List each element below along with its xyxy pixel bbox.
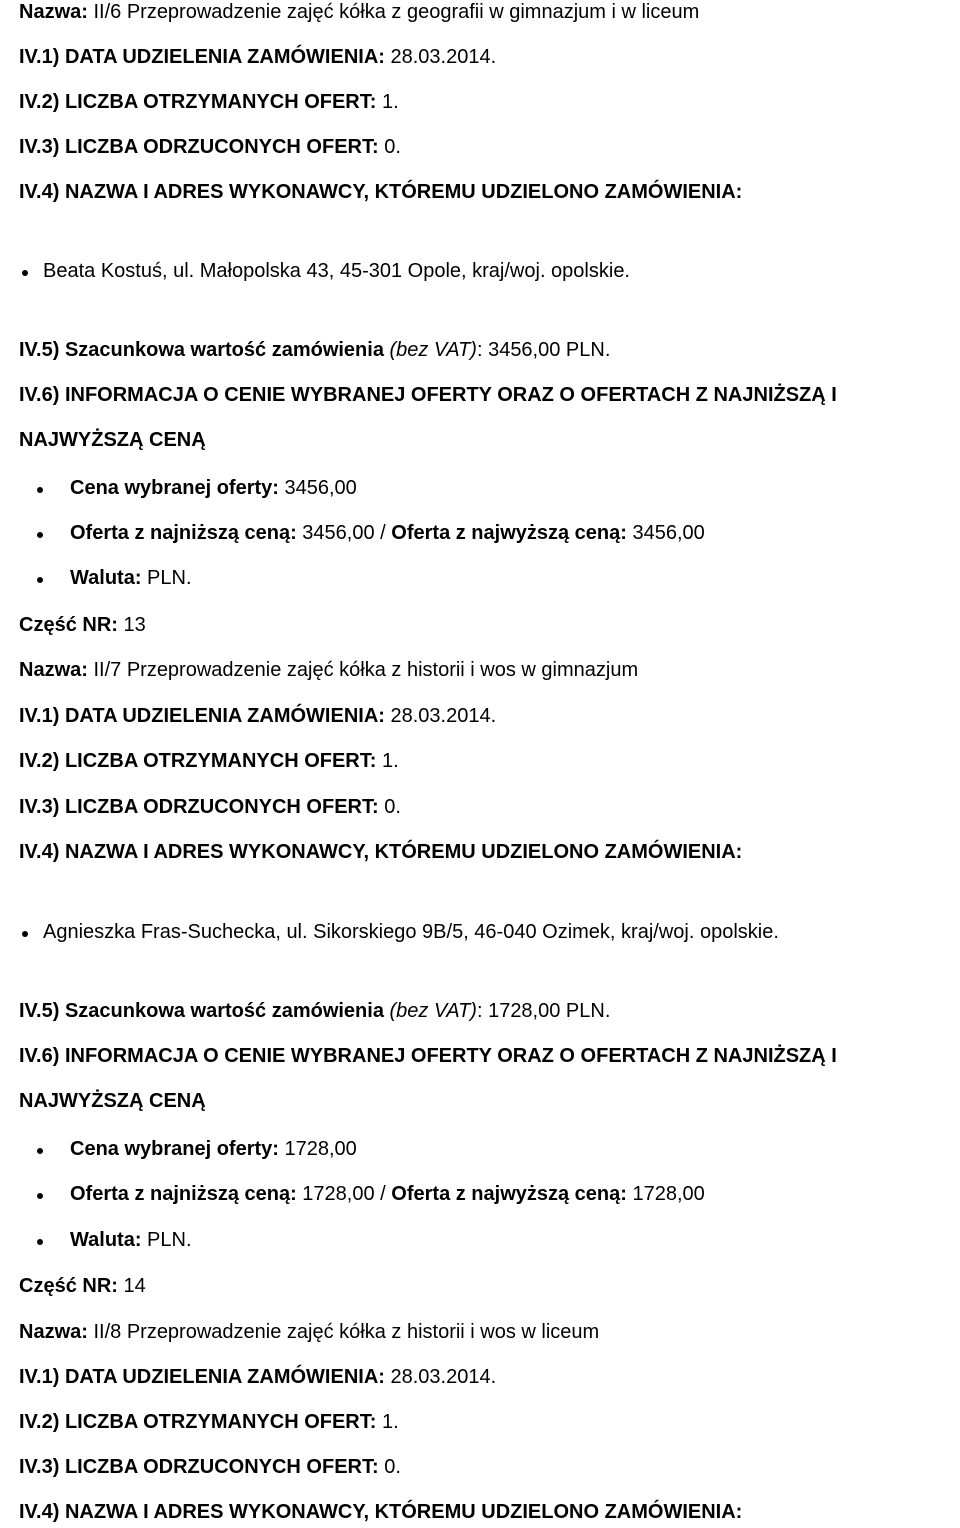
section-14-data-udzielenia: IV.1) DATA UDZIELENIA ZAMÓWIENIA: 28.03.2014. bbox=[19, 1366, 497, 1388]
bullet-icon bbox=[37, 487, 43, 493]
section-14-czesc-nr: Część NR: 14 bbox=[19, 1275, 146, 1297]
section-13-oferty-min-max: Oferta z najniższą ceną: 1728,00 / Oferta z najwyższą ceną: 1728,00 bbox=[70, 1183, 705, 1205]
section-13-data-udzielenia: IV.1) DATA UDZIELENIA ZAMÓWIENIA: 28.03.2014. bbox=[19, 705, 497, 727]
section-14-wykonawca-heading: IV.4) NAZWA I ADRES WYKONAWCY, KTÓREMU UDZIELONO ZAMÓWIENIA: bbox=[19, 1501, 743, 1523]
section-13-cena-wybranej: Cena wybranej oferty: 1728,00 bbox=[70, 1138, 357, 1160]
bullet-icon bbox=[37, 532, 43, 538]
section-12-nazwa: Nazwa: II/6 Przeprowadzenie zajęć kółka z geografii w gimnazjum i w liceum bbox=[19, 1, 700, 23]
section-12-oferty-min-max: Oferta z najniższą ceną: 3456,00 / Oferta z najwyższą ceną: 3456,00 bbox=[70, 522, 705, 544]
section-12-data-udzielenia: IV.1) DATA UDZIELENIA ZAMÓWIENIA: 28.03.2014. bbox=[19, 46, 497, 68]
section-13-nazwa: Nazwa: II/7 Przeprowadzenie zajęć kółka z historii i wos w gimnazjum bbox=[19, 659, 639, 681]
section-12-wykonawca-heading: IV.4) NAZWA I ADRES WYKONAWCY, KTÓREMU UDZIELONO ZAMÓWIENIA: bbox=[19, 181, 743, 203]
section-13-info-heading-2: NAJWYŻSZĄ CENĄ bbox=[19, 1090, 206, 1112]
bullet-icon bbox=[37, 577, 43, 583]
section-12-waluta: Waluta: PLN. bbox=[70, 567, 192, 589]
section-14-liczba-ofert: IV.2) LICZBA OTRZYMANYCH OFERT: 1. bbox=[19, 1411, 399, 1433]
section-12-info-heading-1: IV.6) INFORMACJA O CENIE WYBRANEJ OFERTY ORAZ O OFERTACH Z NAJNIŻSZĄ I bbox=[19, 384, 837, 406]
bullet-icon bbox=[37, 1239, 43, 1245]
section-12-wartosc: IV.5) Szacunkowa wartość zamówienia (bez VAT): 3456,00 PLN. bbox=[19, 339, 611, 361]
section-13-wykonawca-heading: IV.4) NAZWA I ADRES WYKONAWCY, KTÓREMU UDZIELONO ZAMÓWIENIA: bbox=[19, 841, 743, 863]
section-13-wykonawca-address: Agnieszka Fras-Suchecka, ul. Sikorskiego 9B/5, 46-040 Ozimek, kraj/woj. opolskie. bbox=[43, 921, 779, 943]
section-14-nazwa: Nazwa: II/8 Przeprowadzenie zajęć kółka z historii i wos w liceum bbox=[19, 1321, 600, 1343]
bullet-icon bbox=[37, 1148, 43, 1154]
section-13-waluta: Waluta: PLN. bbox=[70, 1229, 192, 1251]
bullet-icon bbox=[37, 1193, 43, 1199]
bullet-icon bbox=[22, 931, 28, 937]
section-12-cena-wybranej: Cena wybranej oferty: 3456,00 bbox=[70, 477, 357, 499]
section-12-info-heading-2: NAJWYŻSZĄ CENĄ bbox=[19, 429, 206, 451]
section-14-odrzucone-oferty: IV.3) LICZBA ODRZUCONYCH OFERT: 0. bbox=[19, 1456, 401, 1478]
section-13-odrzucone-oferty: IV.3) LICZBA ODRZUCONYCH OFERT: 0. bbox=[19, 796, 401, 818]
section-12-liczba-ofert: IV.2) LICZBA OTRZYMANYCH OFERT: 1. bbox=[19, 91, 399, 113]
section-13-liczba-ofert: IV.2) LICZBA OTRZYMANYCH OFERT: 1. bbox=[19, 750, 399, 772]
section-13-wartosc: IV.5) Szacunkowa wartość zamówienia (bez VAT): 1728,00 PLN. bbox=[19, 1000, 611, 1022]
section-13-info-heading-1: IV.6) INFORMACJA O CENIE WYBRANEJ OFERTY ORAZ O OFERTACH Z NAJNIŻSZĄ I bbox=[19, 1045, 837, 1067]
bullet-icon bbox=[22, 270, 28, 276]
section-12-wykonawca-address: Beata Kostuś, ul. Małopolska 43, 45-301 Opole, kraj/woj. opolskie. bbox=[43, 260, 630, 282]
section-12-odrzucone-oferty: IV.3) LICZBA ODRZUCONYCH OFERT: 0. bbox=[19, 136, 401, 158]
section-13-czesc-nr: Część NR: 13 bbox=[19, 614, 146, 636]
